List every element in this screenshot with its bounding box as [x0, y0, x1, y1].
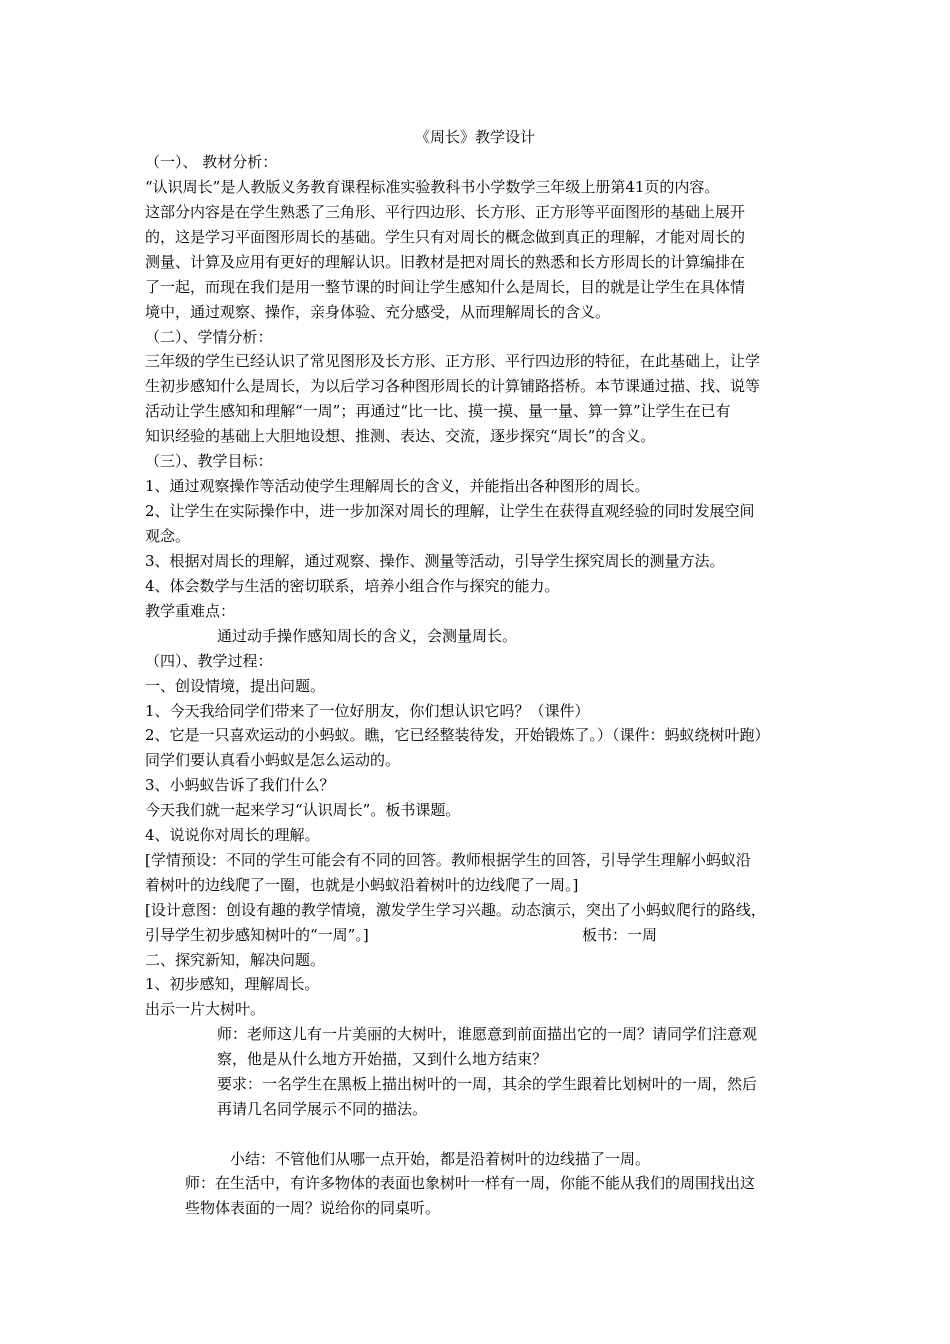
process-line: 2、它是一只喜欢运动的小蚂蚁。瞧，它已经整装待发，开始锻炼了。）（课件：蚂蚁绕树叶跑） — [145, 726, 770, 744]
paragraph-line: 三年级的学生已经认识了常见图形及长方形、正方形、平行四边形的特征，在此基础上，让学 — [145, 352, 761, 370]
paragraph-line: 生初步感知什么是周长，为以后学习各种图形周长的计算铺路搭桥。本节课通过描、找、说等 — [145, 377, 761, 395]
goal-item: 2、让学生在实际操作中，进一步加深对周长的理解，让学生在获得直观经验的同时发展空间 — [145, 502, 755, 520]
process-line: 3、小蚂蚁告诉了我们什么？ — [145, 776, 335, 794]
document-title: 《周长》教学设计 — [414, 128, 535, 146]
summary-line: 小结：不管他们从哪一点开始，都是沿着树叶的边线描了一周。 — [230, 1150, 651, 1168]
requirement-line: 再请几名同学展示不同的描法。 — [217, 1100, 428, 1118]
paragraph-line: 境中，通过观察、操作，亲身体验、充分感受，从而理解周长的含义。 — [145, 303, 611, 321]
requirement-line: 要求：一名学生在黑板上描出树叶的一周，其余的学生跟着比划树叶的一周，然后 — [217, 1075, 758, 1093]
teacher-line: 些物体表面的一周？说给你的同桌听。 — [185, 1199, 441, 1217]
process-line: [学情预设：不同的学生可能会有不同的回答。教师根据学生的回答，引导学生理解小蚂蚁沿 — [145, 851, 751, 869]
process-line: 出示一片大树叶。 — [145, 1000, 266, 1018]
process-line: [设计意图：创设有趣的教学情境，激发学生学习兴趣。动态演示，突出了小蚂蚁爬行的路线， — [145, 901, 766, 919]
paragraph-line: 这部分内容是在学生熟悉了三角形、平行四边形、长方形、正方形等平面图形的基础上展开 — [145, 203, 746, 221]
paragraph-line: 活动让学生感知和理解“一周”；再通过“比一比、摸一摸、量一量、算一算”让学生在已有 — [145, 402, 731, 420]
section-4-heading: （四）、教学过程： — [145, 652, 273, 670]
board-note: 板书：一周 — [582, 926, 658, 944]
paragraph-line: “认识周长”是人教版义务教育课程标准实验教科书小学数学三年级上册第41页的内容。 — [145, 178, 720, 196]
goal-item: 1、通过观察操作等活动使学生理解周长的含义，并能指出各种图形的周长。 — [145, 477, 650, 495]
goal-item: 观念。 — [145, 527, 191, 545]
process-line: 二、探究新知，解决问题。 — [145, 951, 326, 969]
teacher-line: 师：在生活中，有许多物体的表面也象树叶一样有一周，你能不能从我们的周围找出这 — [185, 1174, 756, 1192]
process-line: 同学们要认真看小蚂蚁是怎么运动的。 — [145, 751, 401, 769]
teacher-line: 察，他是从什么地方开始描，又到什么地方结束？ — [217, 1050, 548, 1068]
key-points-text: 通过动手操作感知周长的含义，会测量周长。 — [217, 627, 518, 645]
key-points-heading: 教学重难点： — [145, 602, 236, 620]
goal-item: 3、根据对周长的理解，通过观察、操作、测量等活动，引导学生探究周长的测量方法。 — [145, 552, 725, 570]
goal-item: 4、体会数学与生活的密切联系，培养小组合作与探究的能力。 — [145, 577, 560, 595]
paragraph-line: 知识经验的基础上大胆地设想、推测、表达、交流，逐步探究“周长”的含义。 — [145, 427, 656, 445]
process-line: 引导学生初步感知树叶的“一周”。] — [145, 926, 369, 944]
paragraph-line: 了一起，而现在我们是用一整节课的时间让学生感知什么是周长，目的就是让学生在具体情 — [145, 278, 746, 296]
process-line: 着树叶的边线爬了一圈，也就是小蚂蚁沿着树叶的边线爬了一周。] — [145, 876, 579, 894]
paragraph-line: 测量、计算及应用有更好的理解认识。旧教材是把对周长的熟悉和长方形周长的计算编排在 — [145, 253, 746, 271]
paragraph-line: 的，这是学习平面图形周长的基础。学生只有对周长的概念做到真正的理解，才能对周长的 — [145, 228, 746, 246]
process-line: 4、说说你对周长的理解。 — [145, 826, 320, 844]
process-line: 今天我们就一起来学习“认识周长”。板书课题。 — [145, 801, 461, 819]
process-line: 1、初步感知，理解周长。 — [145, 975, 320, 993]
process-line: 一、创设情境，提出问题。 — [145, 677, 326, 695]
section-3-heading: （三）、教学目标： — [145, 452, 273, 470]
section-2-heading: （二）、学情分析： — [145, 328, 273, 346]
teacher-line: 师：老师这儿有一片美丽的大树叶，谁愿意到前面描出它的一周？请同学们注意观 — [217, 1025, 758, 1043]
section-1-heading: （一）、 教材分析： — [145, 153, 278, 171]
process-line: 1、今天我给同学们带来了一位好朋友，你们想认识它吗？（课件） — [145, 702, 590, 720]
